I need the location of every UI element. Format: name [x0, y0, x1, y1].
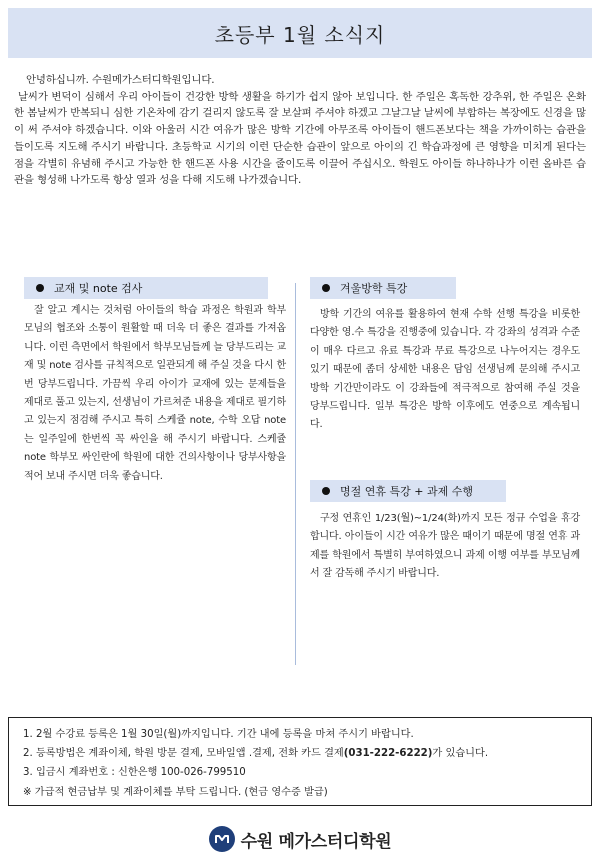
- column-divider: [295, 283, 296, 665]
- section-header-winter: [310, 277, 456, 299]
- section-body-holiday: 구정 연휴인 1/23(월)~1/24(화)까지 모든 정규 수업을 휴강합니다. 아이들이 시간 여유가 많은 때이기 때문에 명절 연휴 과제를 학원에서 특별히 부여하였으니 과제 이행 여부를 부모님께서 잘 감독해 주시기 바랍니다.: [310, 513, 580, 580]
- bullet-icon: [322, 487, 330, 495]
- phone-number: (031-222-6222): [343, 748, 433, 760]
- section-title-holiday: 명절 연휴 특강 + 과제 수행: [340, 485, 473, 498]
- intro-section: [14, 72, 586, 189]
- bullet-icon: [322, 284, 330, 292]
- section-title-winter: 겨울방학 특강: [340, 282, 408, 295]
- title-bar: [8, 8, 592, 58]
- notice-line-2-suffix: 가 있습니다.: [432, 748, 489, 760]
- notice-line-4: ※ 가급적 현금납부 및 계좌이체를 부탁 드립니다. (현금 영수증 발급): [23, 786, 328, 798]
- section-header-holiday: [310, 480, 506, 502]
- footer-logo: [0, 822, 600, 856]
- notice-line-2: [23, 744, 577, 763]
- intro-body: 날씨가 변덕이 심해서 우리 아이들이 건강한 방학 생활을 하기가 쉽지 않아 보입니다. 한 주일은 혹독한 강추위, 한 주일은 온화한 봄날씨가 반복되니 심한 기온차에 감기 걸리지 않도록 잘 보살펴 주셔야 하겠고 그날그날 날씨에 부합하는 복장에도 신경을 많이 써 주셔야 하겠습니다. 이와 아울러 시간 여유가 많은 방학 기간에 아무조록 아이들이 핸드폰보다는 책을 가까이하는 습관을 들이도록 지도해 주시기 바랍니다. 초등학교 시기의 이런 단순한 습관이 앞으로 아이의 긴 학습과정에 큰 영향을 미치게 된다는 점을 각별히 유념해 주시고 가능한 한 핸드폰 사용 시간을 줄이도록 이끌어 주십시오. 학원도 아이들 하나하나가 이런 올바른 습관을 형성해 나가도록 항상 열과 성을 다해 지도해 나가겠습니다.: [14, 90, 586, 187]
- section-body-textbook: 잘 알고 계시는 것처럼 아이들의 학습 과정은 학원과 학부모님의 협조와 소통이 원활할 때 더욱 더 좋은 결과를 가져옵니다. 이런 측면에서 학원에서 학부모님들께 늘 당부드리는 교재 및 note 검사를 규칙적으로 일관되게 해 주실 것을 다시 한번 당부드립니다. 가끔씩 우리 아이가 교재에 있는 문제들을 제대로 풀고 있는지, 선생님이 가르쳐준 내용을 제대로 필기하고 있는지 점검해 주시고 특히 스케쥴 note, 수학 오답 note는 일주일에 한번씩 꼭 싸인을 해 주시기 바랍니다. 스케쥴 note 학부모 싸인란에 학원에 대한 건의사항이나 당부사항을 적어 보내 주시면 더욱 좋습니다.: [24, 305, 286, 482]
- notice-line-1: 1. 2월 수강료 등록은 1월 30일(월)까지입니다. 기간 내에 등록을 마쳐 주시기 바랍니다.: [23, 729, 414, 740]
- notice-line-2-prefix: 2. 등록방법은 계좌이체, 학원 방문 결제, 모바일앱 .결제, 전화 카드 결제: [23, 748, 344, 760]
- greeting-text: 안녕하십니까. 수원메가스터디학원입니다.: [26, 74, 215, 86]
- section-header-textbook: [24, 277, 268, 299]
- section-title-textbook: 교재 및 note 검사: [54, 282, 143, 295]
- notice-box: [8, 717, 592, 806]
- notice-line-3: 3. 입금시 계좌번호 : 신한은행 100-026-799510: [23, 767, 246, 779]
- section-body-winter: 방학 기간의 여유를 활용하여 현재 수학 선행 특강을 비롯한 다양한 영.수 특강을 진행중에 있습니다. 각 강좌의 성격과 수준이 매우 다르고 유료 특강과 무료 특강으로 나누어지는 경우도 있기 때문에 좀더 상세한 내용은 담임 선생님께 문의해 주시고 방학 기간만이라도 이 강좌들에 적극적으로 참여해 주실 것을 당부드립니다. 일부 특강은 방학 이후에도 연중으로 계속됩니다.: [310, 309, 580, 431]
- page-title: 초등부 1월 소식지: [214, 22, 386, 47]
- bullet-icon: [36, 284, 44, 292]
- logo-text: 수원 메가스터디학원: [240, 831, 392, 852]
- megastudy-logo-icon: [209, 826, 235, 852]
